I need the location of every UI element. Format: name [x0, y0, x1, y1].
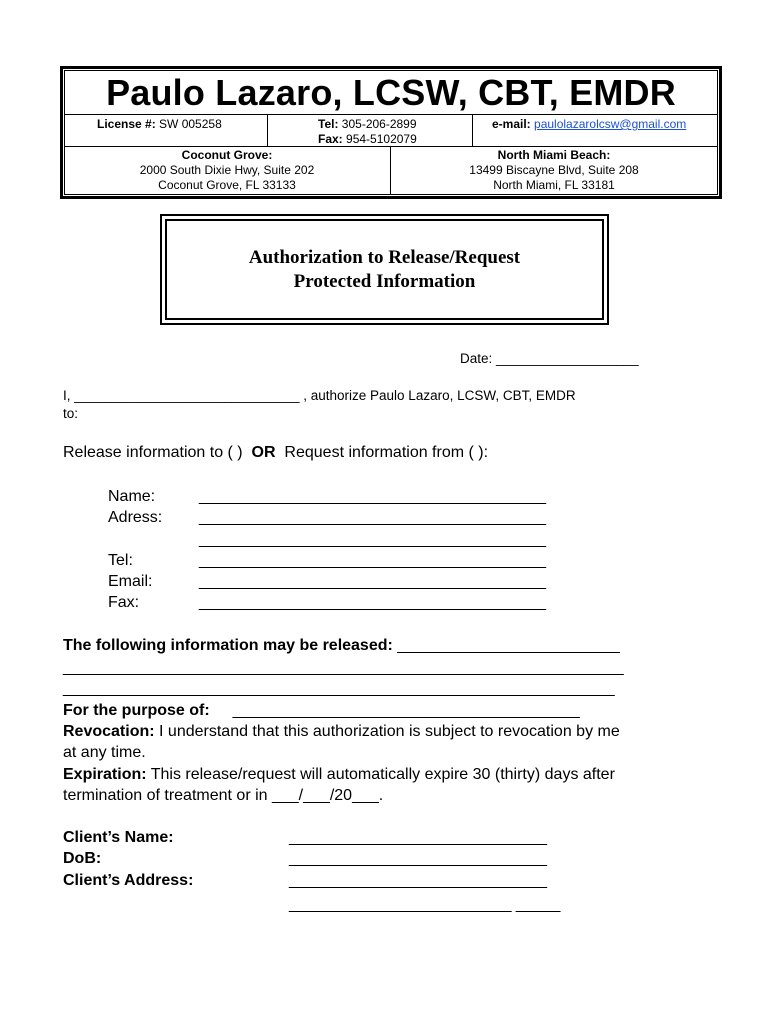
- dob-input[interactable]: _____________________________: [289, 850, 548, 867]
- tel-label: Tel:: [318, 117, 339, 131]
- office1-line1: 2000 South Dixie Hwy, Suite 202: [139, 163, 315, 177]
- client-name-label: Client’s Name:: [63, 829, 174, 846]
- or-label: OR: [251, 444, 276, 461]
- license-info: [97, 117, 222, 132]
- email-label: e-mail:: [492, 117, 531, 131]
- tel-value: 305-206-2899: [341, 117, 417, 131]
- title-line-2: Protected Information: [293, 271, 476, 292]
- client-address-label: Client’s Address:: [63, 872, 194, 889]
- address-label: Adress:: [108, 509, 163, 526]
- release-option[interactable]: Release information to ( ): [63, 444, 243, 461]
- info-released-input[interactable]: _________________________: [397, 637, 620, 654]
- tel-field-label: Tel:: [108, 552, 133, 569]
- email-field-label: Email:: [108, 573, 153, 590]
- address-input-1[interactable]: _______________________________________: [199, 509, 547, 526]
- office2-name: North Miami Beach:: [497, 148, 611, 162]
- authorize-line[interactable]: I, ______________________________ , authorize Paulo Lazaro, LCSW, CBT, EMDR: [63, 388, 576, 403]
- purpose-label: For the purpose of:: [63, 702, 210, 719]
- header-col-divider-1: [267, 114, 268, 146]
- fax-value: 954-5102079: [346, 132, 417, 146]
- office2-line1: 13499 Biscayne Blvd, Suite 208: [469, 163, 639, 177]
- header-divider-1: [64, 114, 718, 115]
- fax-input[interactable]: _______________________________________: [199, 594, 547, 611]
- info-released-row: [63, 635, 620, 656]
- office-north-miami: [390, 148, 718, 193]
- name-input[interactable]: _______________________________________: [199, 488, 547, 505]
- office2-line2: North Miami, FL 33181: [493, 178, 615, 192]
- practitioner-name: Paulo Lazaro, LCSW, CBT, EMDR: [106, 72, 676, 113]
- email-link[interactable]: paulolazarolcsw@gmail.com: [534, 117, 687, 131]
- address-input-2[interactable]: _______________________________________: [199, 531, 547, 548]
- title-line-1: Authorization to Release/Request: [248, 247, 521, 268]
- client-name-input[interactable]: _____________________________: [289, 829, 548, 846]
- license-label: License #:: [97, 117, 156, 131]
- license-value: SW 005258: [159, 117, 222, 131]
- info-line-1[interactable]: _______________________________________________________________: [63, 659, 624, 676]
- fax-label: Fax:: [318, 132, 343, 146]
- dob-label: DoB:: [63, 850, 102, 867]
- office1-line2: Coconut Grove, FL 33133: [158, 178, 296, 192]
- revocation-paragraph: [63, 721, 683, 763]
- email-input[interactable]: _______________________________________: [199, 573, 547, 590]
- authorize-to: to:: [63, 406, 79, 421]
- office-coconut-grove: [64, 148, 390, 193]
- tel-input[interactable]: _______________________________________: [199, 552, 547, 569]
- expiration-text-1: This release/request will automatically expire 30 (thirty) days after: [150, 766, 615, 783]
- office1-name: Coconut Grove:: [181, 148, 273, 162]
- info-released-label: The following information may be released:: [63, 637, 393, 654]
- client-address-input-1[interactable]: _____________________________: [289, 872, 548, 889]
- request-option[interactable]: Request information from ( ):: [284, 444, 489, 461]
- purpose-row: [63, 700, 580, 721]
- expiration-label: Expiration:: [63, 766, 147, 783]
- phone-info: [318, 117, 417, 147]
- revocation-text-1: I understand that this authorization is subject to revocation by me: [159, 723, 620, 740]
- date-field[interactable]: Date: ___________________: [460, 351, 639, 366]
- purpose-input[interactable]: _______________________________________: [232, 702, 580, 719]
- release-request-choice: [63, 442, 488, 463]
- client-address-input-2[interactable]: _________________________ _____: [289, 896, 561, 913]
- name-label: Name:: [108, 488, 156, 505]
- revocation-text-2: at any time.: [63, 744, 146, 761]
- info-line-2[interactable]: ______________________________________________________________: [63, 680, 615, 697]
- fax-field-label: Fax:: [108, 594, 140, 611]
- email-info: [492, 117, 686, 132]
- expiration-paragraph: [63, 764, 683, 806]
- document-title: [165, 246, 604, 294]
- header-col-divider-2: [472, 114, 473, 146]
- expiration-text-2[interactable]: termination of treatment or in ___/___/20___.: [63, 787, 384, 804]
- revocation-label: Revocation:: [63, 723, 155, 740]
